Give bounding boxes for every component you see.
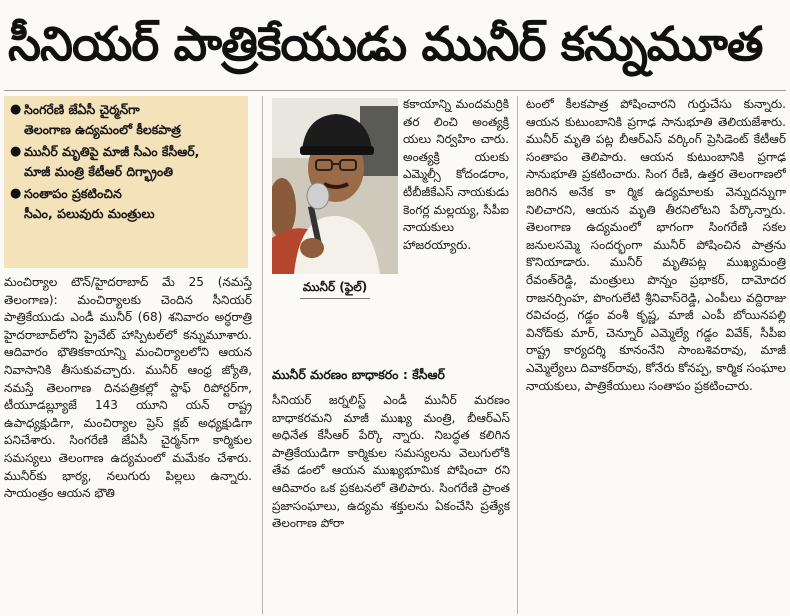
caption-underline [300, 298, 370, 299]
photo-munir [272, 98, 398, 274]
column-divider [262, 96, 263, 614]
column-divider [517, 96, 518, 614]
article-column-mid-top [403, 96, 509, 362]
highlight-line: సీఎం, పలువురు మంత్రులు [24, 206, 155, 221]
highlight-item [10, 142, 242, 182]
highlight-item [10, 100, 242, 140]
bullet-icon: ● [10, 144, 22, 159]
article-column-left [4, 274, 252, 614]
photo-caption: మునీర్ (ఫైల్) [302, 280, 368, 294]
article-paragraph: సీనియర్ జర్నలిస్ట్ ఎండీ మునీర్ మరణం బాధాకరమని మాజీ ముఖ్య మంత్రి, బీఆర్ఎస్ అధినేత కేసీఆర్ పేర్కొ న్నారు. నిబద్ధత కలిగిన పాత్రికేయుడిగా కార్మికుల సమస్యలను వెలుగులోకి తేవ డంలో ఆయన ముఖ్యభూమిక పోషించా రని ఆదివారం ఒక ప్రకటనలో తెలిపారు. సింగరేణి ప్రాంత ప్రజాసంఘాలు, ఉద్యమ శక్తులను ఏకంచేసి ప్రత్యేక తెలంగాణ పోరా [272, 393, 510, 531]
article-column-right [526, 96, 786, 614]
portrait-illustration [272, 98, 398, 274]
highlights-box [4, 96, 248, 268]
article-paragraph: కకాయాన్ని మందమర్రికి తర లించి అంత్యక్రి యలు నిర్వహిం చారు. అంత్యక్రి యలకు ఎమ్మెల్సీ కోదండరాం, టీబీజీకేఎస్ నాయకుడు కెంగర్ల మల్లయ్య, సీపీఐ నాయకులు హాజరయ్యారు. [403, 97, 509, 252]
highlight-line: మాజీ మంత్రి కేటీఆర్ దిగ్భ్రాంతి [24, 164, 174, 179]
highlight-line: మునీర్ మృతిపై మాజీ సీఎం కేసీఆర్, [24, 144, 200, 159]
article-column-mid [272, 392, 510, 614]
article-paragraph: టంలో కీలకపాత్ర పోషించారని గుర్తుచేసు కున్నారు. ఆయన కుటుంబానికి ప్రగాఢ సానుభూతి తెలియజేశారు. మునీర్ మృతి పట్ల బీఆర్ఎస్ వర్కింగ్ ప్రెసిడెంట్ కేటీఆర్ సంతాపం తెలిపారు. ఆయన కుటుంబానికి ప్రగాఢ సానుభూతి ప్రకటించారు. సింగ రేణి, ఉత్తర తెలంగాణలో జరిగిన అనేక కా ర్మిక ఉద్యమాలకు వెన్నుదన్నుగా నిలిచారని, ఆయన మృతి తీరనిలోటని పేర్కొన్నారు. తెలంగాణ ఉద్యమంలో భాగంగా సింగరేణి సకల జనులసమ్మె సందర్భంగా మునీర్ పోషించిన పాత్రను కొనియాడారు. మునీర్ మృతిపట్ల ముఖ్యమంత్రి రేవంత్‌రెడ్డి, మంత్రులు పొన్నం ప్రభాకర్, దామోదర రాజనర్సింహ, పొంగులేటి శ్రీనివాస్‌రెడ్డి, ఎంపీలు వద్దిరాజు రవిచంద్ర, గడ్డం వంశీ కృష్ణ, మాజీ ఎంపీ బోయినపల్లి వినోద్‌కు మార్, చెన్నూర్ ఎమ్మెల్యే గడ్డం వివేక్, సీపీఐ రాష్ట్ర కార్యదర్శి కూనంనేని సాంబశివరావు, మాజీ ఎమ్మెల్యేలు దివాకర్‌రావు, కోనేరు కోనప్ప, కార్మిక సంఘాల నాయకులు, పాత్రికేయులు సంతాపం ప్రకటించారు. [526, 97, 786, 393]
headline: సీనియర్ పాత్రికేయుడు మునీర్ కన్నుమూత [8, 17, 763, 72]
article-paragraph: మంచిర్యాల టౌన్/హైదరాబాద్ మే 25 (నమస్తే తెలంగాణ): మంచిర్యాలకు చెందిన సీనియర్ పాత్రికేయుడు ఎండీ మునీర్ (68) శనివారం అర్ధరాత్రి హైదరాబాద్‌లోని ప్రైవేట్ హాస్పిటల్‌లో కన్నుమూశారు. ఆదివారం భౌతికకాయాన్ని మంచిర్యాలలోని ఆయన నివాసానికి తీసుకువచ్చారు. మునీర్ ఆంధ్ర జ్యోతి, నమస్తే తెలంగాణ దినపత్రికల్లో స్టాఫ్ రిపోర్టర్‌గా, టీయూడబ్ల్యూజే 143 యూని యన్ రాష్ట్ర ఉపాధ్యక్షుడిగా, మంచిర్యాల ప్రెస్ క్లబ్ అధ్యక్షుడిగా పనిచేశారు. సింగరేణి జేఏసీ చైర్మన్‌గా కార్మికుల సమస్యలు తెలంగాణ ఉద్యమంలో మమేకం చేశారు. మునీర్‌కు భార్య, నలుగురు పిల్లలు ఉన్నారు. సాయంత్రం ఆయన భౌతి [4, 275, 252, 501]
highlight-item [10, 184, 242, 224]
bullet-icon: ● [10, 186, 22, 201]
highlight-line: సంతాపం ప్రకటించిన [24, 186, 122, 201]
highlight-line: తెలంగాణ ఉద్యమంలో కీలకపాత్ర [24, 122, 181, 137]
subheading: మునీర్ మరణం బాధాకరం : కేసీఆర్ [272, 367, 445, 382]
highlight-line: సింగరేణి జేఏసీ చైర్మన్‌గా [24, 102, 140, 117]
bullet-icon: ● [10, 102, 22, 117]
headline-rule [4, 90, 786, 91]
